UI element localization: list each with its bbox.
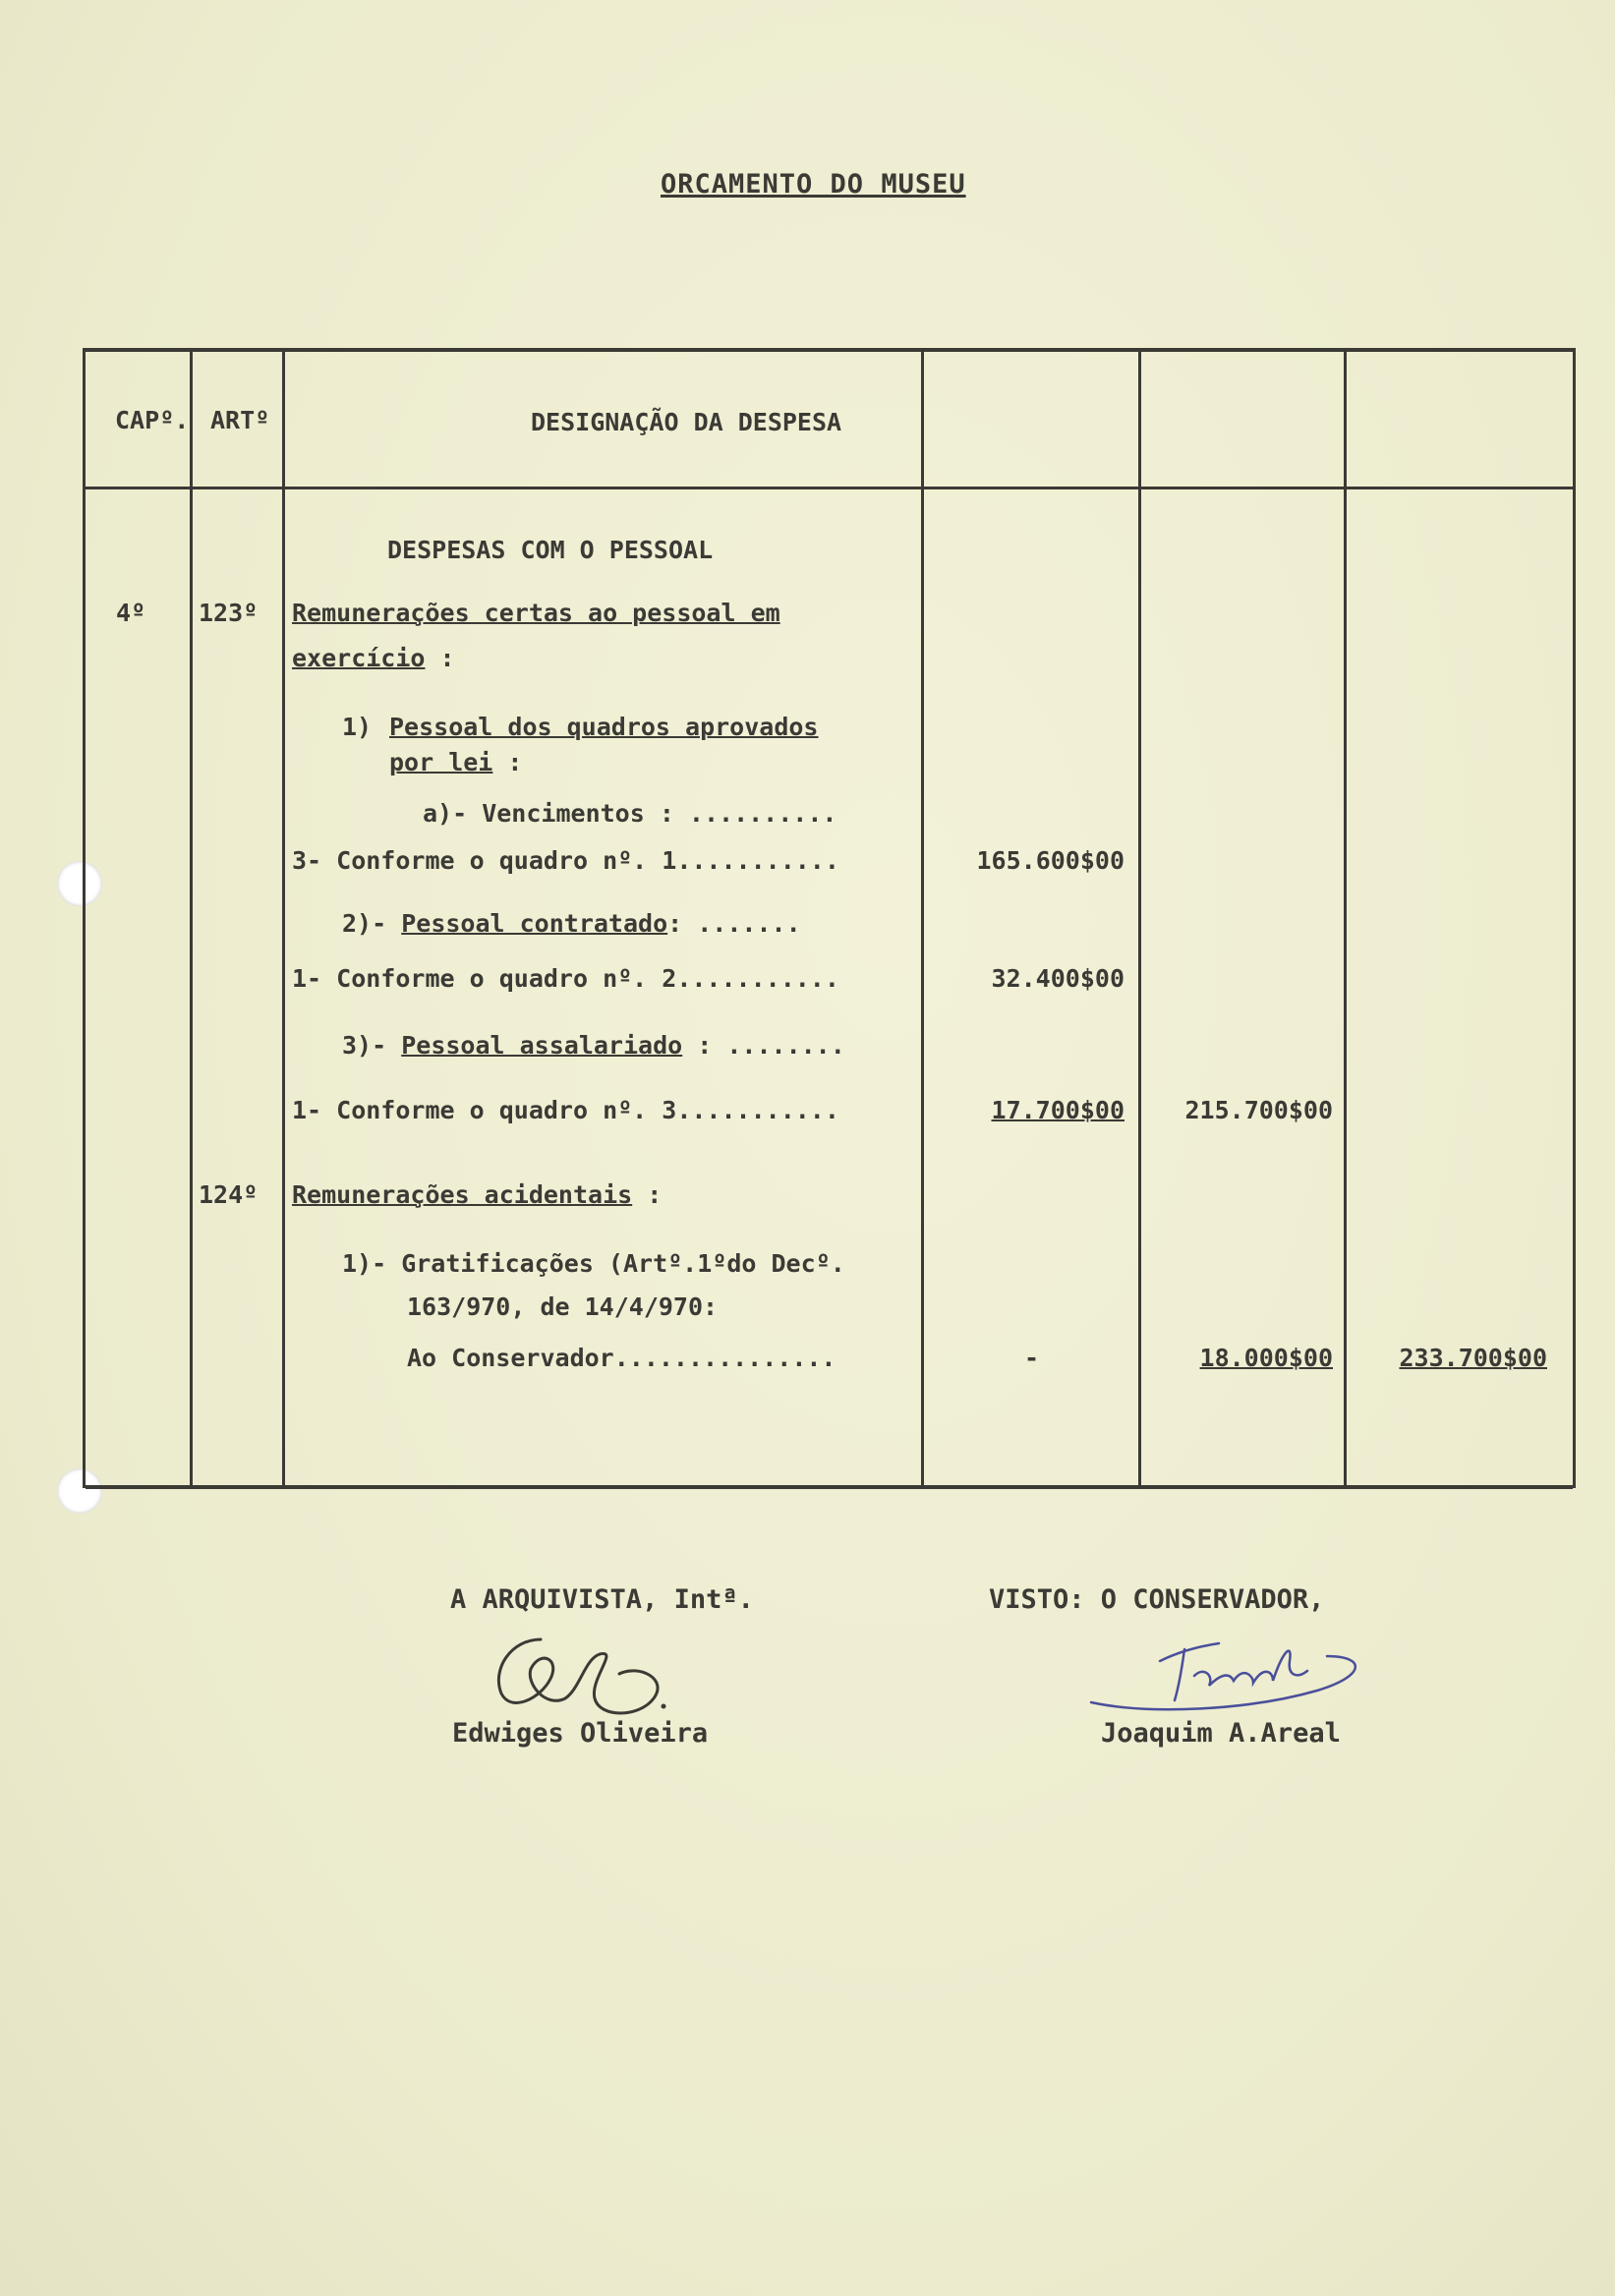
header-art: ARTº	[210, 406, 270, 434]
sub1-prefix: 1)	[342, 713, 373, 741]
grat-value: 18.000$00	[1199, 1344, 1333, 1372]
table-bottom-rule	[86, 1485, 1573, 1489]
sub2-colon: : .......	[667, 909, 801, 938]
grand-total: 233.700$00	[1399, 1344, 1547, 1372]
header-cap: CAPº.	[115, 406, 190, 434]
document-title: ORCAMENTO DO MUSEU	[661, 169, 966, 200]
sub1-line1: Pessoal dos quadros aprovados	[389, 713, 819, 741]
cap-value: 4º	[116, 599, 146, 627]
right-signature-scribble	[1071, 1622, 1386, 1730]
budget-table	[83, 348, 1576, 1488]
col-divider-amount2	[1344, 348, 1347, 1488]
subtotal-123: 215.700$00	[1184, 1096, 1333, 1124]
grat-dash: -	[1024, 1344, 1040, 1372]
right-signatory-name: Joaquim A.Areal	[1101, 1718, 1341, 1749]
sub2-value: 32.400$00	[991, 964, 1125, 993]
item-124-colon: :	[647, 1180, 663, 1209]
section-heading: DESPESAS COM O PESSOAL	[387, 536, 714, 564]
right-signatory-title: VISTO: O CONSERVADOR,	[989, 1584, 1325, 1615]
item-123-line2: exercício	[292, 644, 426, 672]
sub2-prefix: 2)-	[342, 909, 387, 938]
grat-line1: 1)- Gratificações (Artº.1ºdo Decº.	[342, 1249, 845, 1278]
grat-line3: Ao Conservador...............	[407, 1344, 836, 1372]
left-signatory-name: Edwiges Oliveira	[452, 1718, 709, 1749]
table-header-rule	[86, 487, 1573, 489]
sub2-detail: 1- Conforme o quadro nº. 2...........	[292, 964, 839, 993]
item-124-row	[292, 1179, 662, 1211]
table-top-rule	[86, 348, 1573, 352]
left-signature-scribble	[472, 1620, 688, 1728]
item-123-line2-row	[292, 643, 455, 674]
sub1-colon: :	[507, 748, 523, 776]
sub1a-detail: 3- Conforme o quadro nº. 1...........	[292, 846, 839, 875]
sub3-detail: 1- Conforme o quadro nº. 3...........	[292, 1096, 839, 1124]
art-124: 124º	[199, 1180, 259, 1209]
sub1-line2-row	[389, 747, 522, 778]
sub3-value: 17.700$00	[991, 1096, 1125, 1124]
col-divider-amount1	[1138, 348, 1141, 1488]
sub3-row	[342, 1030, 845, 1062]
sub2-label: Pessoal contratado	[401, 909, 668, 938]
item-124-label: Remunerações acidentais	[292, 1180, 633, 1209]
header-designation: DESIGNAÇÃO DA DESPESA	[531, 408, 842, 436]
sub1a-label: a)- Vencimentos : ..........	[423, 799, 837, 828]
sub3-label: Pessoal assalariado	[401, 1031, 683, 1060]
sub3-colon: : ........	[697, 1031, 845, 1060]
sub1-line2: por lei	[389, 748, 493, 776]
sub1a-value: 165.600$00	[976, 846, 1125, 875]
grat-line2: 163/970, de 14/4/970:	[407, 1292, 719, 1321]
col-divider-cap	[190, 348, 193, 1488]
left-signatory-title: A ARQUIVISTA, Intª.	[450, 1584, 754, 1615]
art-123: 123º	[199, 599, 259, 627]
col-divider-designation	[921, 348, 924, 1488]
item-123-colon: :	[439, 644, 455, 672]
sub3-prefix: 3)-	[342, 1031, 387, 1060]
item-123-line1: Remunerações certas ao pessoal em	[292, 599, 780, 627]
sub2-row	[342, 908, 801, 940]
col-divider-art	[282, 348, 285, 1488]
